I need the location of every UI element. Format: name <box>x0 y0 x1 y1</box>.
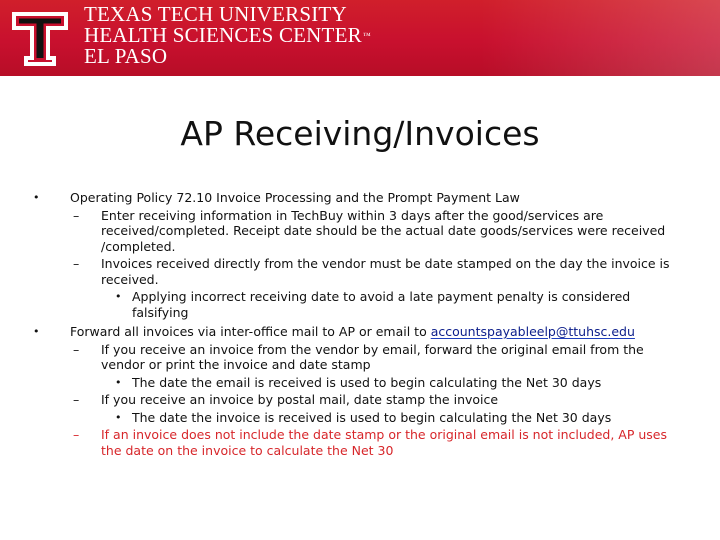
institution-name <box>84 4 371 67</box>
dash-marker: – <box>73 341 80 357</box>
sub-sub-bullet-email-date <box>0 375 720 391</box>
bullet-dot: • <box>115 375 122 389</box>
bullet-dot: • <box>33 325 40 338</box>
dash-marker: – <box>73 207 80 223</box>
sub-bullet-missing-date-stamp <box>0 427 720 458</box>
bullet-dot: • <box>115 410 122 424</box>
bullet-dot: • <box>33 191 40 204</box>
dash-marker: – <box>73 427 80 442</box>
institution-line-1: TEXAS TECH UNIVERSITY <box>84 2 347 26</box>
sub-bullet-email-invoice <box>0 342 720 373</box>
bullet-dot: • <box>115 290 122 303</box>
dash-marker: – <box>73 392 80 407</box>
header-banner <box>0 0 720 76</box>
sub-bullet-text: If you receive an invoice by postal mail, date stamp the invoice <box>101 392 499 407</box>
sub-sub-bullet-text: The date the email is received is used to begin calculating the Net 30 days <box>132 374 602 390</box>
sub-sub-bullet-text: Applying incorrect receiving date to avoid a late payment penalty is considered falsifying <box>132 289 631 320</box>
institution-line-2: HEALTH SCIENCES CENTER™ <box>84 23 371 47</box>
slide-content <box>0 190 720 458</box>
sub-sub-bullet-postal-date <box>0 410 720 426</box>
bullet-forward-invoices <box>0 324 720 340</box>
ap-email-link[interactable]: accountspayableelp@ttuhsc.edu <box>430 324 635 339</box>
trademark-symbol: ™ <box>362 31 371 40</box>
institution-line-3: EL PASO <box>84 44 168 68</box>
double-t-logo-icon <box>8 6 72 70</box>
sub-sub-bullet-falsifying <box>0 289 720 320</box>
sub-sub-bullet-text: The date the invoice is received is used to begin calculating the Net 30 days <box>132 409 612 425</box>
bullet-text: Forward all invoices via inter-office mail to AP or email to <box>70 324 431 339</box>
sub-bullet-postal-invoice <box>0 392 720 408</box>
dash-marker: – <box>73 256 80 271</box>
sub-bullet-text-warning: If an invoice does not include the date stamp or the original email is not included, AP uses the date on the invoice to calculate the Net 30 <box>101 427 667 458</box>
sub-bullet-text: Enter receiving information in TechBuy within 3 days after the good/services are received/completed. Receipt date should be the actual date goods/services were received /completed. <box>101 207 666 254</box>
bullet-operating-policy <box>0 190 720 206</box>
banner-gradient <box>480 0 720 76</box>
sub-bullet-text: If you receive an invoice from the vendor by email, forward the original email from the vendor or print the invoice and date stamp <box>101 341 644 372</box>
sub-bullet-techbuy <box>0 208 720 255</box>
slide-title: AP Receiving/Invoices <box>180 114 540 153</box>
bullet-text: Operating Policy 72.10 Invoice Processing and the Prompt Payment Law <box>70 190 520 205</box>
sub-bullet-date-stamp <box>0 256 720 287</box>
sub-bullet-text: Invoices received directly from the vendor must be date stamped on the day the invoice is received. <box>101 256 670 287</box>
